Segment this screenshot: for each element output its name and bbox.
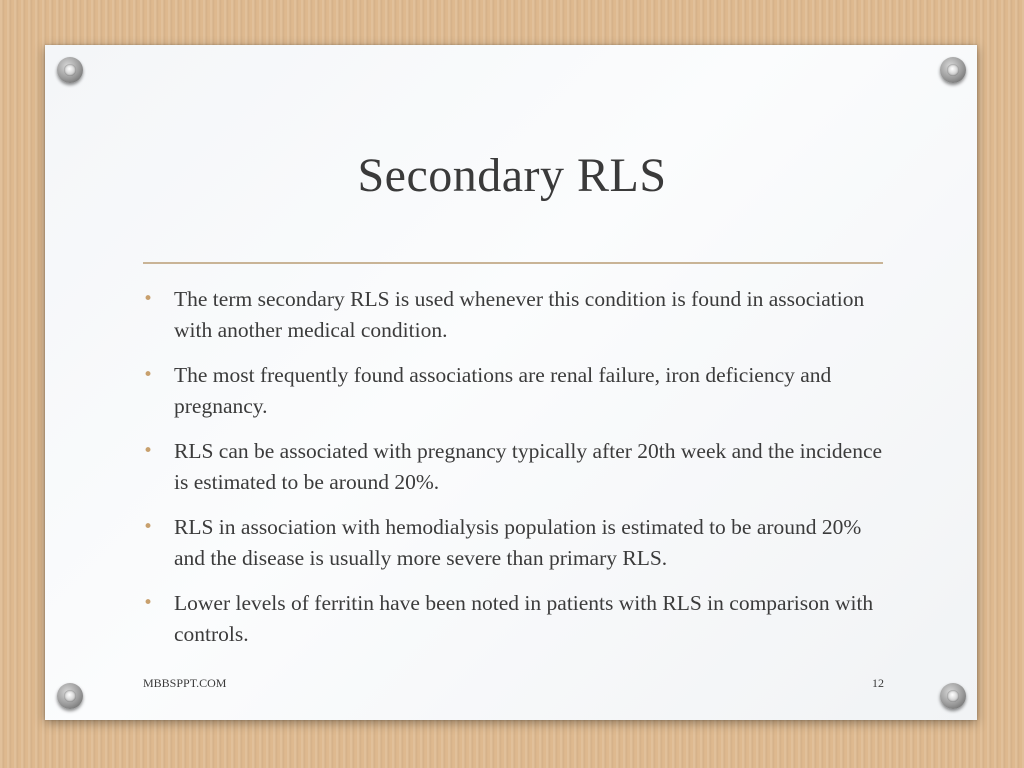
bullet-dot-icon: • bbox=[143, 441, 154, 461]
bullet-text: The most frequently found associations are renal failure, iron deficiency and pregnancy. bbox=[174, 363, 832, 418]
title-divider bbox=[143, 262, 883, 264]
footer-source: MBBSPPT.COM bbox=[143, 676, 227, 690]
bullet-text: Lower levels of ferritin have been noted in patients with RLS in comparison with controls. bbox=[174, 591, 874, 646]
bullet-item bbox=[143, 436, 893, 498]
bullet-item bbox=[143, 588, 893, 650]
slide-title: Secondary RLS bbox=[357, 149, 667, 202]
bullet-dot-icon: • bbox=[143, 365, 154, 385]
bullet-item bbox=[143, 360, 893, 422]
bullet-list bbox=[143, 284, 893, 664]
thumbtack-icon bbox=[940, 683, 966, 709]
page-number: 12 bbox=[872, 676, 884, 690]
thumbtack-icon bbox=[57, 683, 83, 709]
thumbtack-icon bbox=[940, 57, 966, 83]
thumbtack-icon bbox=[57, 57, 83, 83]
bullet-item bbox=[143, 284, 893, 346]
bullet-dot-icon: • bbox=[143, 593, 154, 613]
bullet-dot-icon: • bbox=[143, 289, 154, 309]
bullet-text: RLS can be associated with pregnancy typically after 20th week and the incidence is estimated to be around 20%. bbox=[174, 439, 883, 494]
bullet-item bbox=[143, 512, 893, 574]
bullet-text: The term secondary RLS is used whenever this condition is found in association with another medical condition. bbox=[174, 287, 865, 342]
bullet-dot-icon: • bbox=[143, 517, 154, 537]
bullet-text: RLS in association with hemodialysis population is estimated to be around 20% and the disease is usually more severe than primary RLS. bbox=[174, 515, 862, 570]
